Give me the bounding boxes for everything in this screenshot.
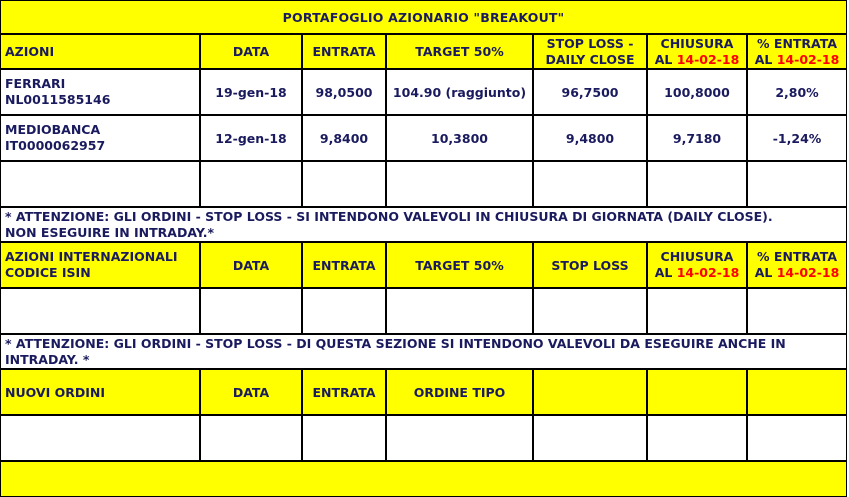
col-header-entrata-pct [747,34,847,69]
col-header-target: TARGET 50% [386,242,533,288]
stock-name: MEDIOBANCA [5,122,101,137]
empty-cell [747,161,847,207]
stock-chiusura: 100,8000 [647,69,747,115]
col-header-entrata: ENTRATA [302,34,386,69]
stock-name: FERRARI [5,76,66,91]
empty-cell [200,288,302,334]
empty-row [0,288,847,334]
chiusura-date: 14-02-18 [676,51,740,67]
col-header-entrata-pct [747,242,847,288]
chiusura-al: AL [654,265,677,280]
empty-cell [747,415,847,461]
chiusura-date: 14-02-18 [676,265,740,280]
empty-cell [200,161,302,207]
empty-cell [647,288,747,334]
empty-cell [533,288,647,334]
empty-cell [386,161,533,207]
warning-note-intraday [0,334,847,369]
stock-name-cell [0,115,200,161]
chiusura-line1: CHIUSURA [660,249,734,264]
col-header-chiusura [647,34,747,69]
empty-cell [200,415,302,461]
stock-pct: -1,24% [747,115,847,161]
empty-header-cell [747,369,847,415]
stock-entrata: 98,0500 [302,69,386,115]
empty-cell [647,161,747,207]
empty-header-cell [647,369,747,415]
page-title: PORTAFOGLIO AZIONARIO "BREAKOUT" [0,0,847,34]
col-header-nuovi-ordini: NUOVI ORDINI [0,369,200,415]
empty-row [0,161,847,207]
empty-cell [302,161,386,207]
stop-loss-line2: DAILY CLOSE [545,51,635,67]
empty-cell [302,415,386,461]
stock-chiusura: 9,7180 [647,115,747,161]
col-header-stop-loss: STOP LOSS [533,242,647,288]
col-header-entrata: ENTRATA [302,369,386,415]
col-header-data: DATA [200,34,302,69]
table-row [0,115,847,161]
warning-line1: * ATTENZIONE: GLI ORDINI - STOP LOSS - SI INTENDONO VALEVOLI IN CHIUSURA DI GIORNATA (DAILY CLOSE). [5,208,773,224]
empty-cell [386,415,533,461]
empty-cell [533,415,647,461]
empty-cell [747,288,847,334]
stop-loss-line1: STOP LOSS - [546,35,634,51]
col-header-data: DATA [200,242,302,288]
stock-target: 10,3800 [386,115,533,161]
empty-cell [302,288,386,334]
warning-line1: * ATTENZIONE: GLI ORDINI - STOP LOSS - DI QUESTA SEZIONE SI INTENDONO VALEVOLI DA ESEGUIRE ANCHE IN [5,335,786,351]
empty-cell [0,288,200,334]
stock-date: 19-gen-18 [200,69,302,115]
entrata-pct-date: 14-02-18 [776,51,840,67]
empty-cell [0,161,200,207]
empty-cell [647,415,747,461]
empty-row [0,415,847,461]
stock-pct: 2,80% [747,69,847,115]
entrata-pct-al: AL [754,51,777,67]
col-header-target: TARGET 50% [386,34,533,69]
empty-cell [0,415,200,461]
table-row [0,69,847,115]
warning-note-daily-close [0,207,847,242]
footer-bar [0,461,847,497]
warning-line2: INTRADAY. * [5,351,90,367]
entrata-pct-al: AL [754,265,777,280]
col-header-ordine-tipo: ORDINE TIPO [386,369,533,415]
col-header-azioni-internazionali [0,242,200,288]
empty-cell [386,288,533,334]
col-header-azioni: AZIONI [0,34,200,69]
stock-stop: 9,4800 [533,115,647,161]
stock-name-cell [0,69,200,115]
stock-entrata: 9,8400 [302,115,386,161]
entrata-pct-line1: % ENTRATA [757,35,837,51]
empty-cell [533,161,647,207]
stock-isin: IT0000062957 [5,138,106,153]
col-header-chiusura [647,242,747,288]
entrata-pct-date: 14-02-18 [776,265,840,280]
empty-header-cell [533,369,647,415]
col-header-stop-loss [533,34,647,69]
entrata-pct-line1: % ENTRATA [757,249,837,264]
stock-target: 104.90 (raggiunto) [386,69,533,115]
stock-date: 12-gen-18 [200,115,302,161]
col-header-entrata: ENTRATA [302,242,386,288]
col-header-data: DATA [200,369,302,415]
warning-line2: NON ESEGUIRE IN INTRADAY.* [5,224,215,240]
stock-isin: NL0011585146 [5,92,111,107]
chiusura-line1: CHIUSURA [660,35,734,51]
azioni-int-line2: CODICE ISIN [5,265,91,280]
azioni-int-line1: AZIONI INTERNAZIONALI [5,249,178,264]
chiusura-al: AL [654,51,677,67]
stock-stop: 96,7500 [533,69,647,115]
